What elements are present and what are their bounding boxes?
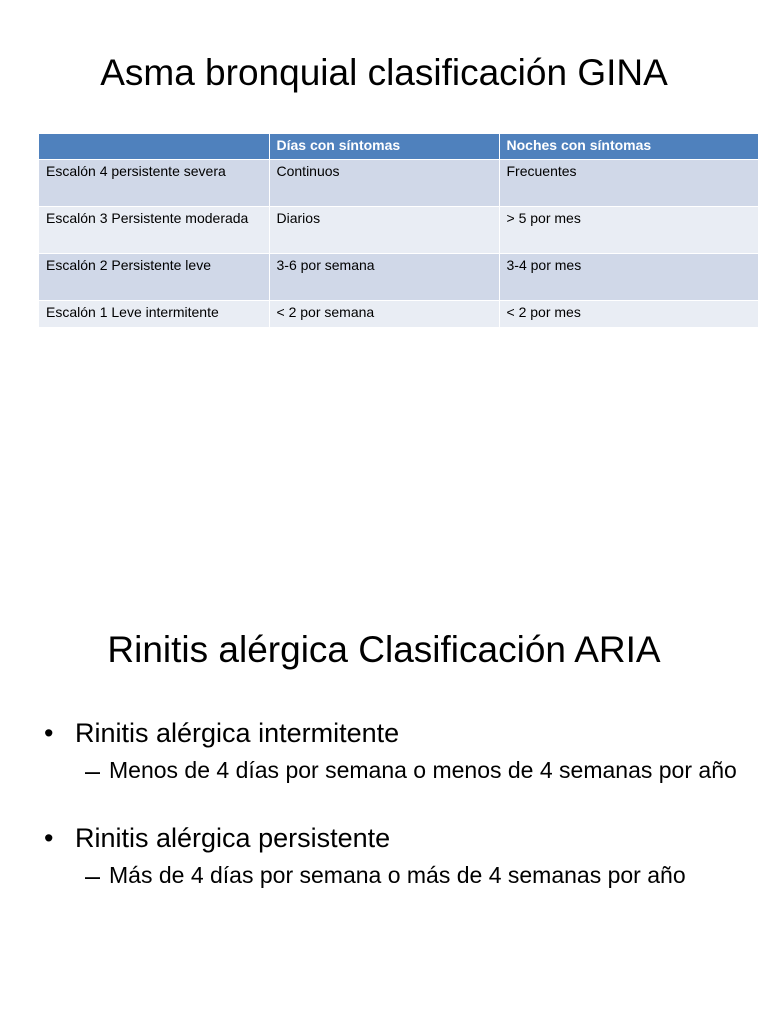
dash-icon: – bbox=[85, 861, 101, 892]
table-cell-nights: < 2 por mes bbox=[499, 301, 758, 328]
slide-title: Asma bronquial clasificación GINA bbox=[100, 52, 668, 93]
sub-bullet-item bbox=[44, 858, 744, 894]
table-row bbox=[39, 207, 758, 254]
bullet-text: Rinitis alérgica intermitente bbox=[75, 718, 400, 748]
table-cell-days: 3-6 por semana bbox=[269, 254, 499, 301]
gina-classification-table bbox=[39, 134, 759, 327]
table-cell-step: Escalón 3 Persistente moderada bbox=[39, 207, 269, 254]
sub-bullet-text: Menos de 4 días por semana o menos de 4 semanas por año bbox=[109, 756, 737, 783]
table-cell-days: Diarios bbox=[269, 207, 499, 254]
sub-bullet-item bbox=[44, 753, 744, 789]
table-cell-days: Continuos bbox=[269, 160, 499, 207]
table-cell-step: Escalón 4 persistente severa bbox=[39, 160, 269, 207]
table-cell-step: Escalón 2 Persistente leve bbox=[39, 254, 269, 301]
table-cell-step: Escalón 1 Leve intermitente bbox=[39, 301, 269, 328]
table-row bbox=[39, 301, 758, 328]
sub-bullet-text: Más de 4 días por semana o más de 4 semanas por año bbox=[109, 862, 686, 889]
header-cell-nights: Noches con síntomas bbox=[499, 134, 758, 160]
table-header-row bbox=[39, 134, 758, 160]
table-row bbox=[39, 254, 758, 301]
table-cell-nights: > 5 por mes bbox=[499, 207, 758, 254]
slide-title: Rinitis alérgica Clasificación ARIA bbox=[107, 629, 661, 670]
slide-aria bbox=[0, 512, 768, 1024]
header-cell-days: Días con síntomas bbox=[269, 134, 499, 160]
table-cell-days: < 2 por semana bbox=[269, 301, 499, 328]
header-cell-empty bbox=[39, 134, 269, 160]
table-row bbox=[39, 160, 758, 207]
table-cell-nights: 3-4 por mes bbox=[499, 254, 758, 301]
bullet-dot-icon: • bbox=[44, 823, 54, 854]
bullet-text: Rinitis alérgica persistente bbox=[75, 823, 391, 854]
bullet-item bbox=[44, 822, 744, 856]
bullet-list bbox=[44, 717, 744, 894]
bullet-item bbox=[44, 717, 744, 751]
table-cell-nights: Frecuentes bbox=[499, 160, 758, 207]
bullet-dot-icon: • bbox=[44, 718, 54, 748]
dash-icon: – bbox=[85, 755, 101, 786]
